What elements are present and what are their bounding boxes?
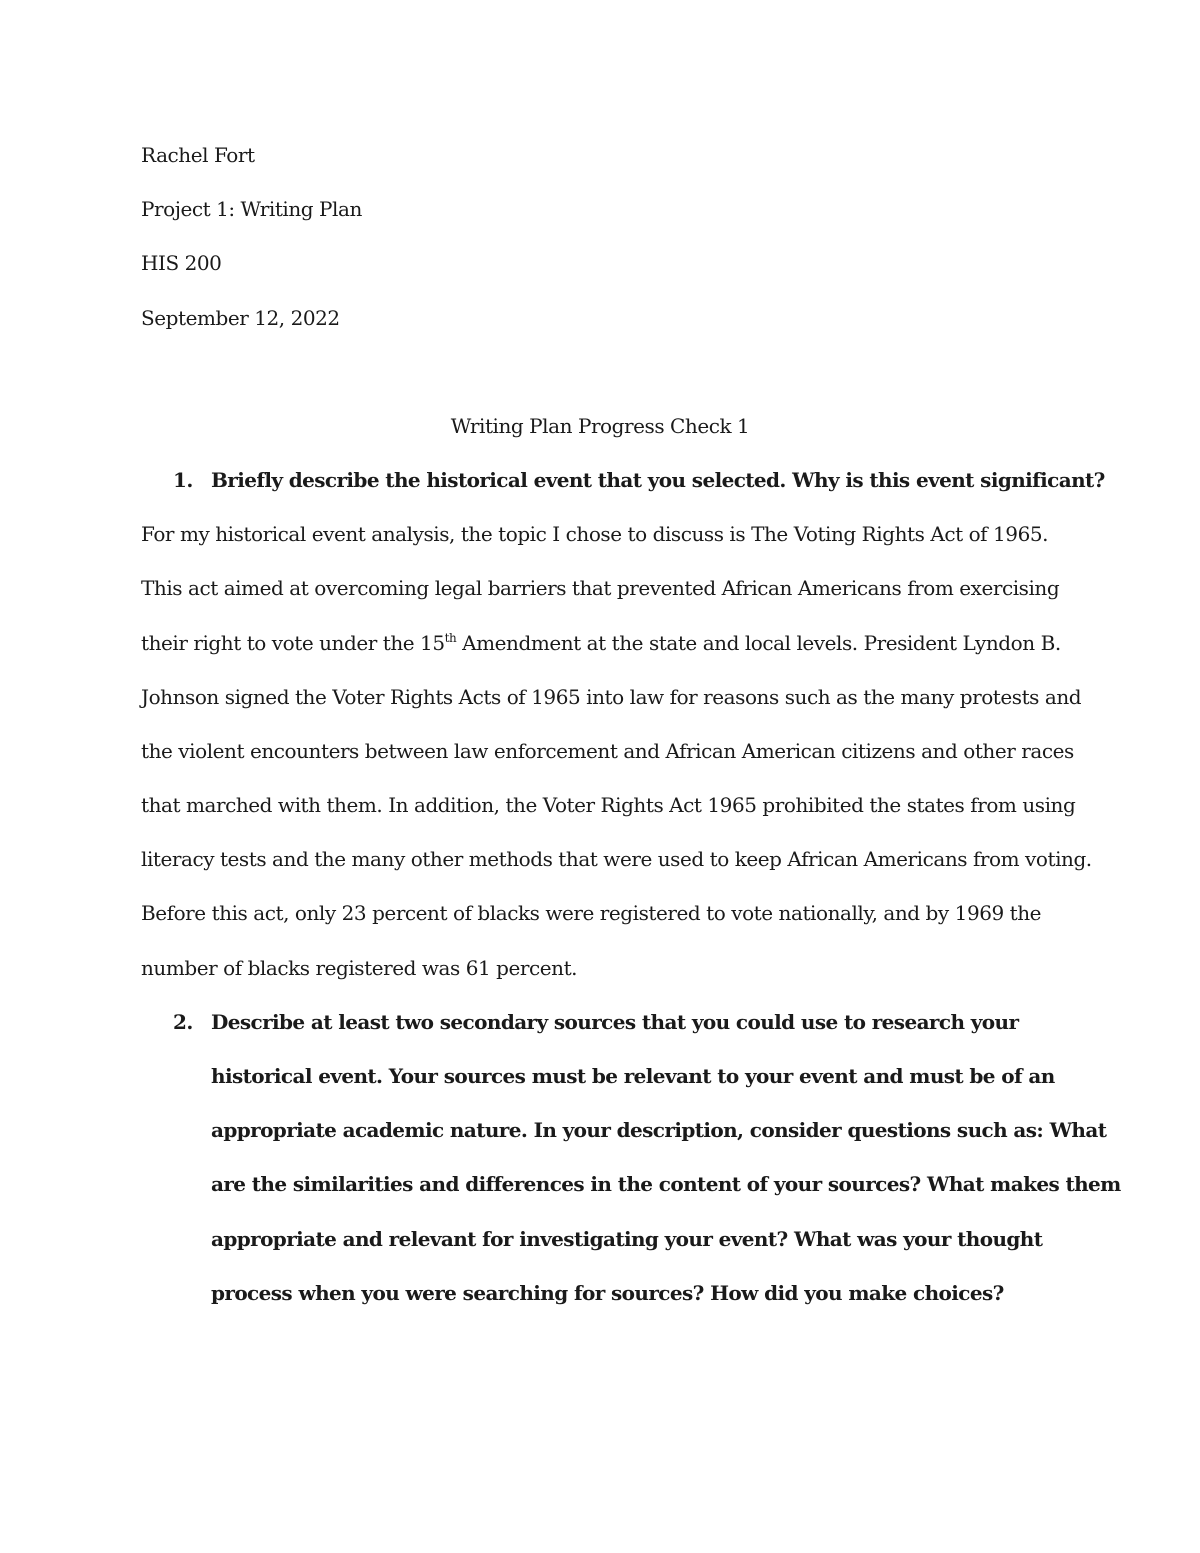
document-body — [141, 128, 1121, 1320]
answer-1-line: Johnson signed the Voter Rights Acts of 1965 into law for reasons such as the many protests and — [141, 684, 1082, 709]
ordinal-superscript: th — [444, 630, 457, 645]
course-code: HIS 200 — [141, 251, 222, 276]
document-title: Writing Plan Progress Check 1 — [450, 413, 750, 438]
answer-1-fragment: Amendment at the state and local levels. President Lyndon B. — [456, 630, 1061, 655]
author-name: Rachel Fort — [141, 143, 255, 167]
answer-1-line: the violent encounters between law enforcement and African American citizens and other races — [141, 738, 1074, 763]
answer-1-line: Before this act, only 23 percent of blacks were registered to vote nationally, and by 1969 the — [141, 901, 1042, 926]
answer-1-line: This act aimed at overcoming legal barriers that prevented African Americans from exercising — [141, 576, 1060, 601]
answer-1-line: that marched with them. In addition, the Voter Rights Act 1965 prohibited the states from using — [141, 793, 1076, 818]
answer-1-line — [141, 616, 1061, 670]
question-2 — [141, 995, 1061, 1049]
answer-1-line: number of blacks registered was 61 percent. — [141, 955, 578, 980]
question-2-line: are the similarities and differences in the content of your sources? What makes them — [211, 1172, 1121, 1197]
question-2-line: process when you were searching for sources? How did you make choices? — [211, 1280, 1004, 1305]
question-2-line: appropriate academic nature. In your description, consider questions such as: What — [211, 1118, 1107, 1143]
answer-1-fragment: their right to vote under the 15 — [141, 630, 445, 655]
question-1-text: Briefly describe the historical event that you selected. Why is this event significant? — [211, 467, 1105, 492]
question-1 — [141, 453, 1105, 507]
question-2-line: appropriate and relevant for investigating your event? What was your thought — [211, 1226, 1043, 1251]
spacer — [141, 345, 1061, 399]
project-title: Project 1: Writing Plan — [141, 197, 362, 222]
document-date: September 12, 2022 — [141, 305, 340, 330]
question-1-number: 1. — [173, 467, 193, 492]
answer-1-line: For my historical event analysis, the topic I chose to discuss is The Voting Rights Act of 1965. — [141, 522, 1049, 547]
question-2-line: Describe at least two secondary sources that you could use to research your — [211, 1009, 1019, 1034]
question-2-line: historical event. Your sources must be relevant to your event and must be of an — [211, 1064, 1055, 1088]
answer-1-line: literacy tests and the many other methods that were used to keep African Americans from voting. — [141, 847, 1092, 872]
question-2-number: 2. — [173, 1009, 193, 1034]
